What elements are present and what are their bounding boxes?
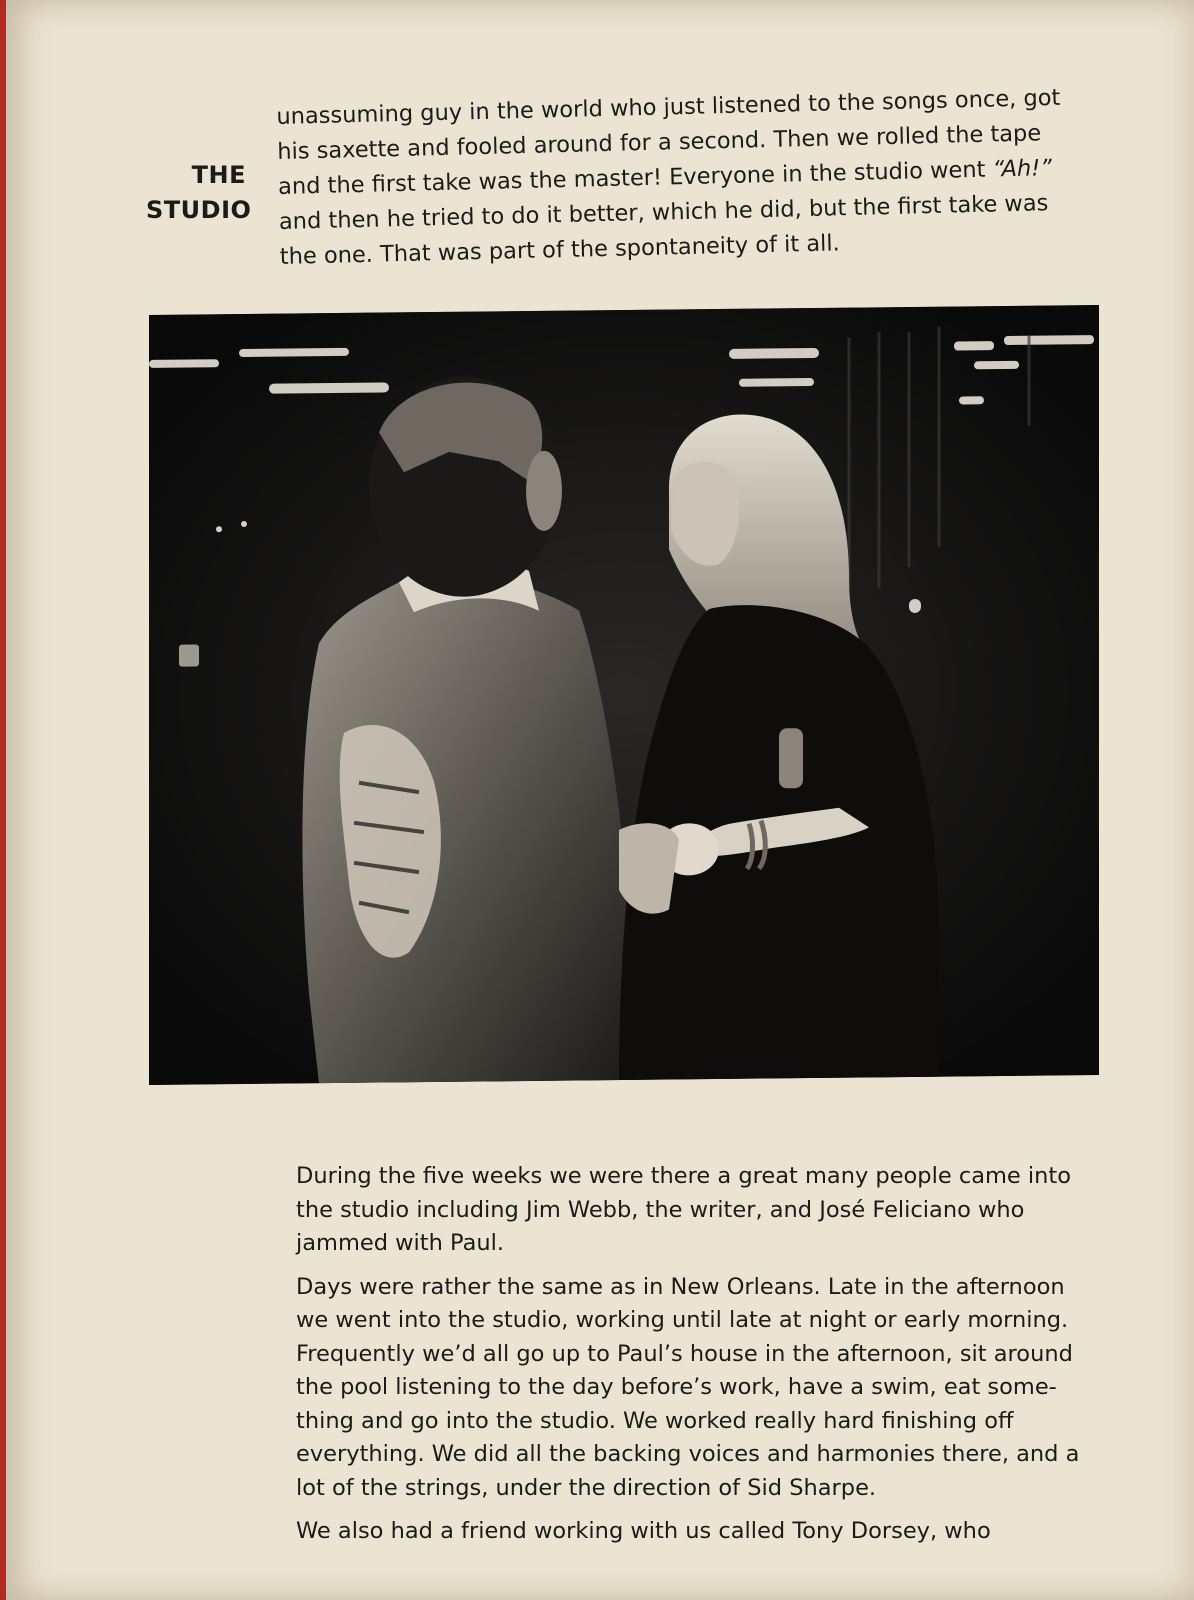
intro-line-text: and the first take was the master! Everyone in the studio went bbox=[277, 156, 986, 200]
intro-line: the one. That was part of the spontaneity of it all. bbox=[279, 230, 841, 270]
paragraph-line: jammed with Paul. bbox=[296, 1230, 505, 1256]
booklet-page bbox=[6, 0, 1194, 1600]
intro-line: and then he tried to do it better, which he did, but the first take was bbox=[278, 190, 1049, 235]
section-label bbox=[146, 158, 252, 228]
paragraph-line: we went into the studio, working until late at night or early morning. bbox=[296, 1307, 1069, 1333]
paragraph-line: lot of the strings, under the direction of Sid Sharpe. bbox=[296, 1474, 877, 1501]
paragraph-line: Frequently we’d all go up to Paul’s house in the afternoon, sit around bbox=[296, 1340, 1073, 1367]
paragraph-line: Days were rather the same as in New Orleans. Late in the afternoon bbox=[296, 1273, 1065, 1300]
paragraph-line: thing and go into the studio. We worked really hard finishing off bbox=[296, 1407, 1014, 1434]
section-label-line1: THE bbox=[191, 161, 246, 189]
paragraph-line: We also had a friend working with us called Tony Dorsey, who bbox=[296, 1518, 991, 1544]
body-text bbox=[296, 1160, 1096, 1559]
photograph bbox=[149, 305, 1099, 1085]
paragraph-line: the studio including Jim Webb, the writer, and José Feliciano who bbox=[296, 1196, 1025, 1223]
paragraph bbox=[296, 1515, 1096, 1549]
intro-exclaim: “Ah!” bbox=[992, 155, 1053, 183]
intro-line: his saxette and fooled around for a second. Then we rolled the tape bbox=[276, 120, 1042, 165]
photo-two-people-icon bbox=[149, 305, 1099, 1085]
paragraph bbox=[296, 1160, 1096, 1261]
paragraph-line: the pool listening to the day before’s work, have a swim, eat some- bbox=[296, 1374, 1057, 1400]
intro-line: unassuming guy in the world who just listened to the songs once, got bbox=[276, 84, 1061, 130]
paragraph-line: everything. We did all the backing voices and harmonies there, and a bbox=[296, 1441, 1080, 1467]
intro-paragraph bbox=[276, 80, 1090, 275]
section-label-line2: STUDIO bbox=[146, 196, 252, 224]
paragraph-line: During the five weeks we were there a great many people came into bbox=[296, 1163, 1072, 1189]
paragraph bbox=[296, 1271, 1096, 1506]
